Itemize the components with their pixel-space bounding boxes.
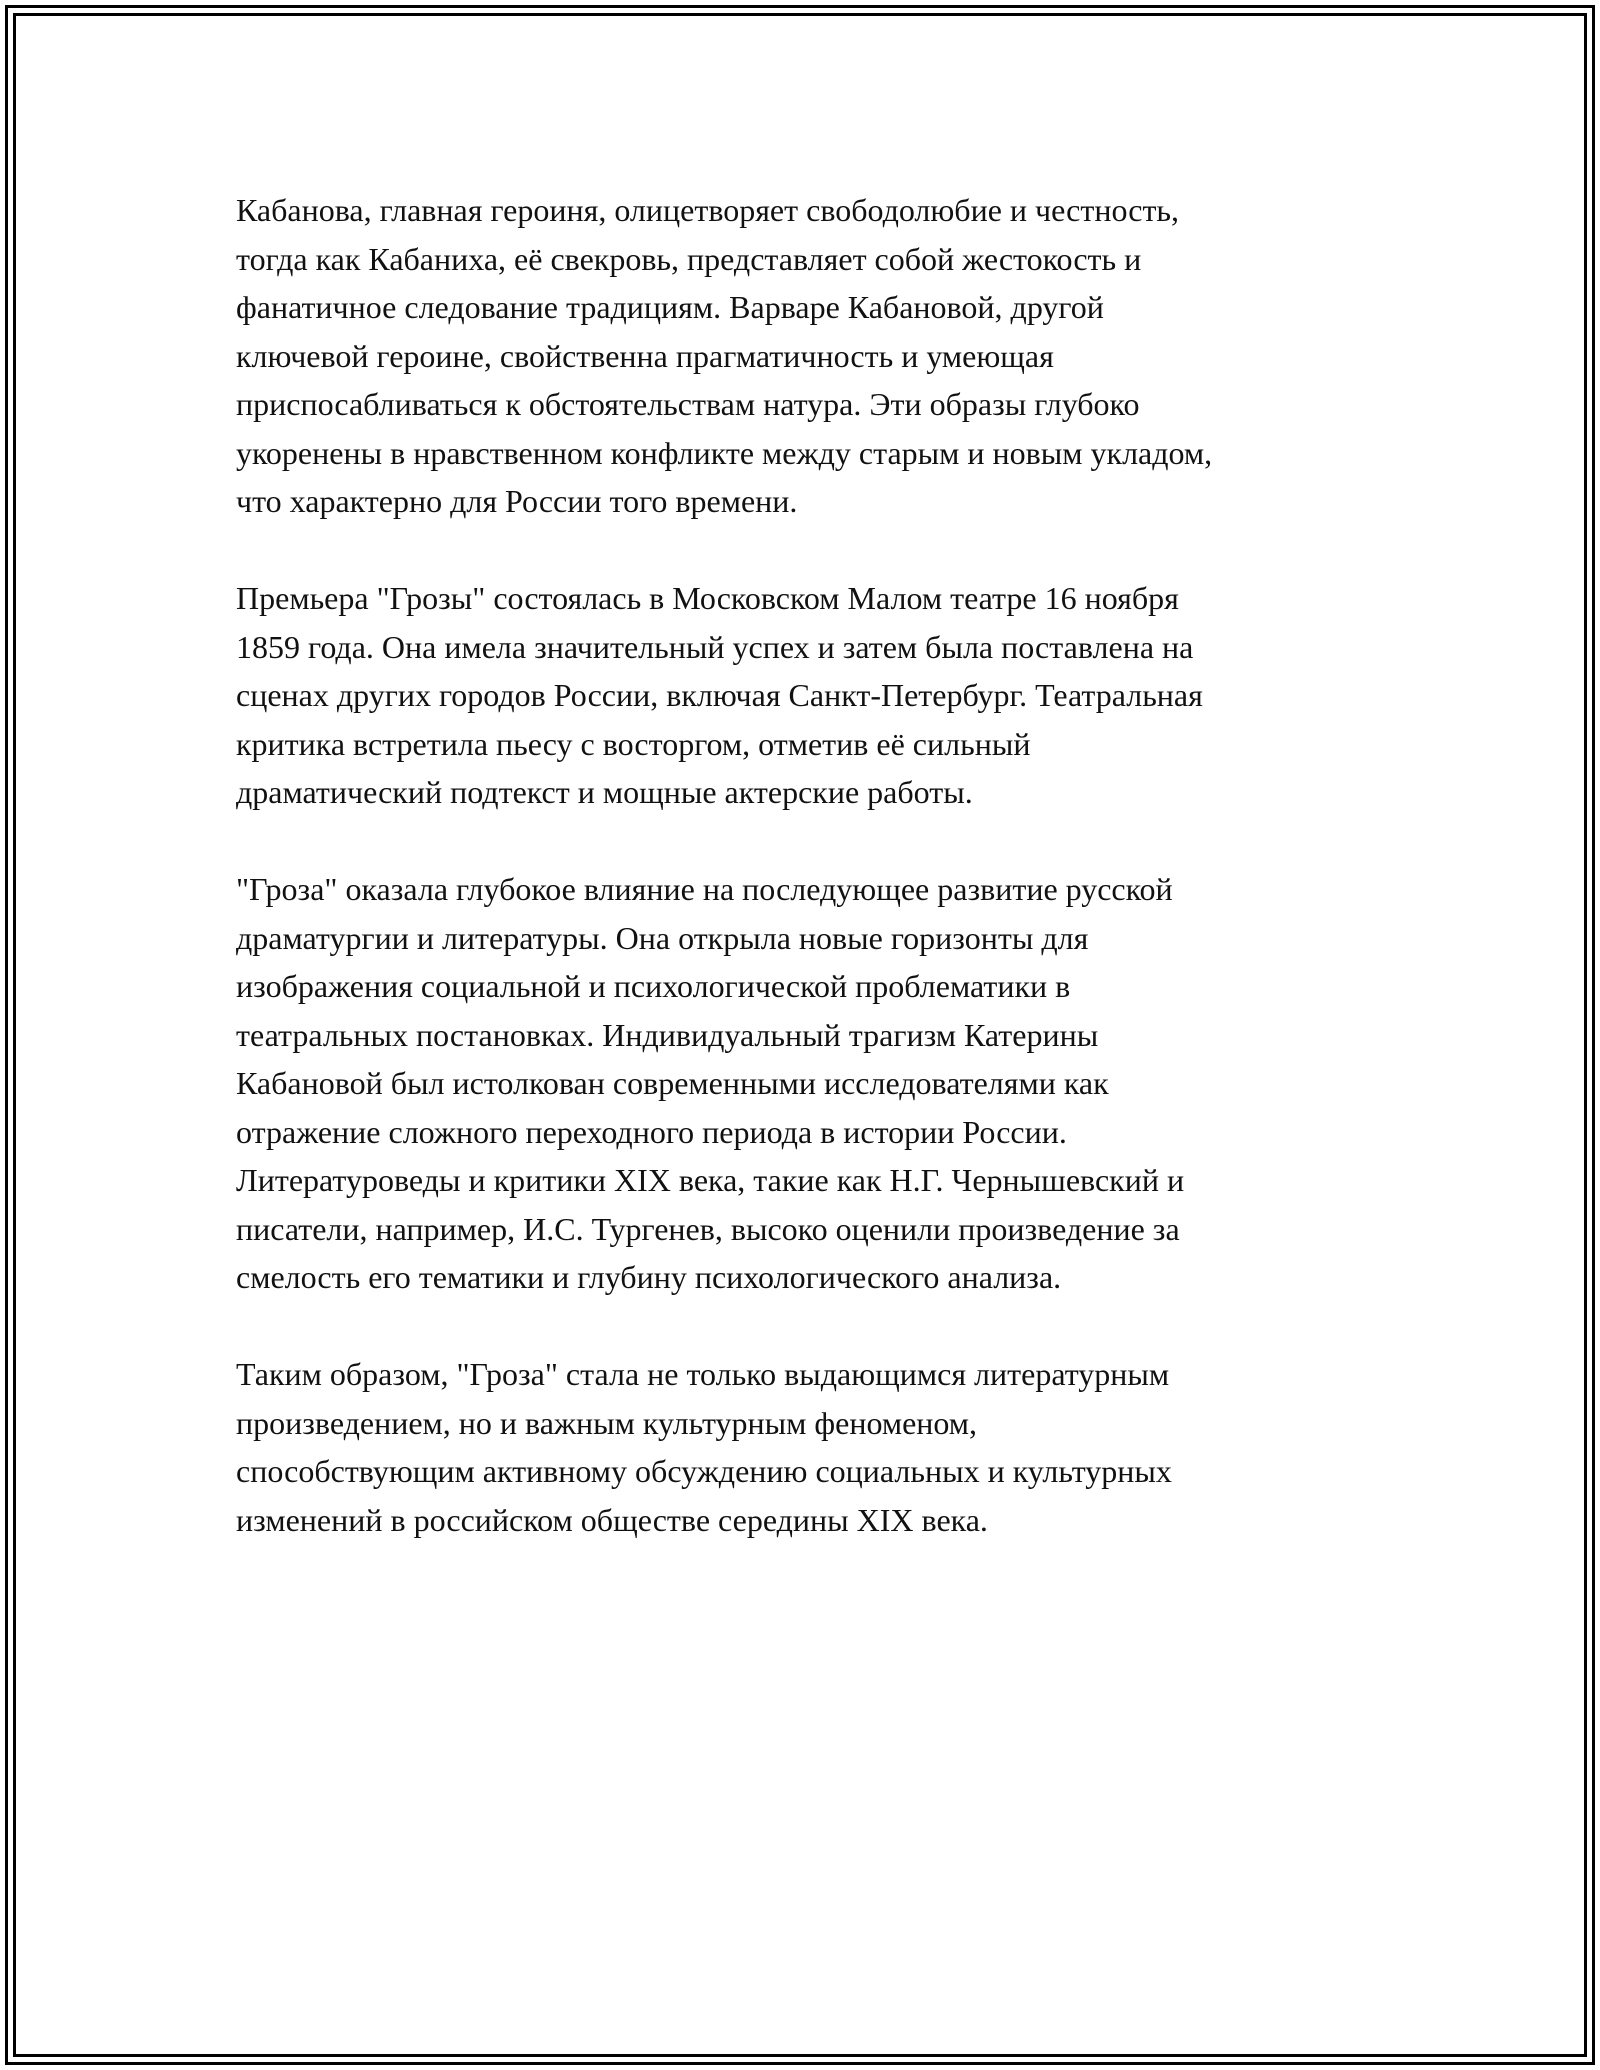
document-body <box>236 186 1386 1593</box>
text-line: что характерно для России того времени. <box>236 483 798 519</box>
text-line: Премьера "Грозы" состоялась в Московском Малом театре 16 ноября <box>236 580 1179 616</box>
text-line: театральных постановках. Индивидуальный трагизм Катерины <box>236 1016 1099 1053</box>
text-line: "Гроза" оказала глубокое влияние на последующее развитие русской <box>236 871 1173 907</box>
text-line: Таким образом, "Гроза" стала не только выдающимся литературным <box>236 1356 1170 1392</box>
paragraph-influence <box>236 865 1386 1302</box>
text-line: писатели, например, И.С. Тургенев, высоко оценили произведение за <box>236 1210 1180 1247</box>
text-line: сценах других городов России, включая Санкт-Петербург. Театральная <box>236 677 1203 713</box>
text-line: способствующим активному обсуждению социальных и культурных <box>236 1453 1172 1489</box>
text-line: изображения социальной и психологической проблематики в <box>236 968 1071 1004</box>
text-line: критика встретила пьесу с восторгом, отметив её сильный <box>236 725 1031 762</box>
text-line: ключевой героине, свойственна прагматичность и умеющая <box>236 337 1054 374</box>
paragraph-characters <box>236 186 1386 526</box>
text-line: драматический подтекст и мощные актерские работы. <box>236 774 973 810</box>
text-line: Кабановой был истолкован современными исследователями как <box>236 1065 1109 1101</box>
text-line: отражение сложного переходного периода в истории России. <box>236 1113 1067 1150</box>
text-line: укоренены в нравственном конфликте между старым и новым укладом, <box>236 434 1213 471</box>
text-line: изменений в российском обществе середины XIX века. <box>236 1501 988 1538</box>
paragraph-conclusion <box>236 1350 1386 1544</box>
text-line: драматургии и литературы. Она открыла новые горизонты для <box>236 919 1089 956</box>
text-line: Кабанова, главная героиня, олицетворяет свободолюбие и честность, <box>236 192 1180 228</box>
text-line: тогда как Кабаниха, её свекровь, представляет собой жестокость и <box>236 240 1142 277</box>
text-line: приспосабливаться к обстоятельствам натура. Эти образы глубоко <box>236 386 1140 422</box>
paragraph-premiere <box>236 574 1386 817</box>
text-line: произведением, но и важным культурным феноменом, <box>236 1404 978 1441</box>
text-line: фанатичное следование традициям. Варваре Кабановой, другой <box>236 289 1104 325</box>
text-line: Литературоведы и критики XIX века, такие как Н.Г. Чернышевский и <box>236 1162 1185 1198</box>
text-line: 1859 года. Она имела значительный успех и затем была поставлена на <box>236 628 1194 665</box>
text-line: смелость его тематики и глубину психологического анализа. <box>236 1259 1062 1295</box>
